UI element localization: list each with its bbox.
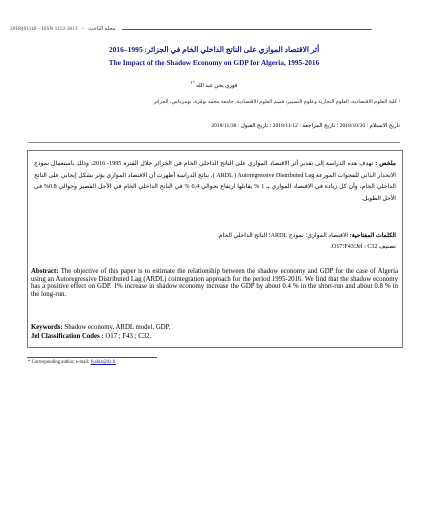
- footnote-text: * Corresponding author, e-mail:: [28, 360, 91, 365]
- abstract-arabic-text: تهدف هذه الدراسة إلى تقدير أثر الاقتصاد الموازي على الناتج الداخلي الخام في الجزائر خلال الفترة 1995- 2016، وذلك باستعمال نموذج الانحدار الذاتي للفجوات الموزعة ARDL ) Autoregressive Distributed Lag )، نتائج الدراسة أظهرت أن الاقتصاد الموازي يؤثر بشكل إيجابي على الناتج الداخلي الخام، وأن كل زيادة في الاقتصاد الموازي بـ 1 % يقابلها ارتفاع بحوالي 0.4 % في الناتج الداخلي الخام في الأجل القصير وحوالي 0.8% في الأجل الطويل.: [34, 161, 397, 202]
- title-arabic: أثر الاقتصاد الموازي على الناتج الداخلي الخام في الجزائر: 1995–2016: [108, 45, 320, 54]
- author-email-link[interactable]: fyahia@dz.fr: [90, 360, 116, 365]
- running-header: 2018|(01)18 – ISSN 1112-3613 – مجلة الباحث: [10, 26, 420, 32]
- abstract-box: [27, 150, 403, 348]
- abstract-arabic-label: ملخص :: [375, 161, 396, 167]
- jel-arabic-codes: C32؛F43؛O17.: [330, 243, 378, 250]
- title-separator: [28, 142, 400, 143]
- keywords-arabic: [34, 231, 396, 252]
- journal-name-ar: مجلة الباحث: [88, 26, 116, 32]
- author-name: فوزي يحي عبد الله: [196, 82, 238, 89]
- abstract-english-label: Abstract:: [31, 268, 59, 275]
- keywords-english-text: Shadow economy, ARDL model, GDP.: [62, 324, 171, 331]
- abstract-english-text: The objective of this paper is to estimate the relationship between the shadow economy and GDP for the case of Algeria using an Autoregressive Distributed Lag (ARDL) cointegration approach for the period 1995-2016. We find that the shadow economy has a positive effect on GDP. 1% increase in shadow economy increase the GDP by about 0.4 % in the short-run and about 0.8 % in the long-run.: [31, 268, 398, 298]
- submission-dates: تاريخ الاستلام : 2018/10/20 ؛ تاريخ المراجعة : 2018/11/12 ؛ تاريخ القبول : 2018/11/30: [211, 123, 400, 129]
- issn-text: 2018|(01)18 – ISSN 1112-3613: [10, 26, 78, 32]
- keywords-arabic-label: الكلمات المفتاحية:: [349, 233, 396, 239]
- abstract-arabic: [34, 159, 396, 205]
- keywords-arabic-text: الاقتصاد الموازي؛ نموذج ARDL؛ الناتج الداخلي الخام.: [217, 233, 349, 239]
- title-english: The Impact of the Shadow Economy on GDP for Algeria, 1995-2016: [108, 58, 320, 67]
- jel-english-codes: O17 ; F43 ; C32.: [103, 333, 152, 341]
- abstract-english: [31, 268, 398, 298]
- footnote-rule: [27, 357, 157, 358]
- keywords-english-label: Keywords:: [31, 324, 63, 331]
- jel-arabic-label: تصنيف Jel :: [355, 243, 396, 250]
- author-marks: *1: [190, 80, 195, 85]
- jel-english-label: Jel Classification Codes :: [31, 333, 104, 341]
- header-rule: [122, 29, 372, 30]
- footnote: [28, 360, 116, 365]
- affiliation: ¹ كلية العلوم الاقتصادية، العلوم التجارية وعلوم التسيير، قسم العلوم الاقتصادية، جامعة محمد بوقرة، بومرداس، الجزائر: [153, 99, 400, 105]
- keywords-english: [31, 323, 398, 341]
- author-line: [28, 80, 400, 89]
